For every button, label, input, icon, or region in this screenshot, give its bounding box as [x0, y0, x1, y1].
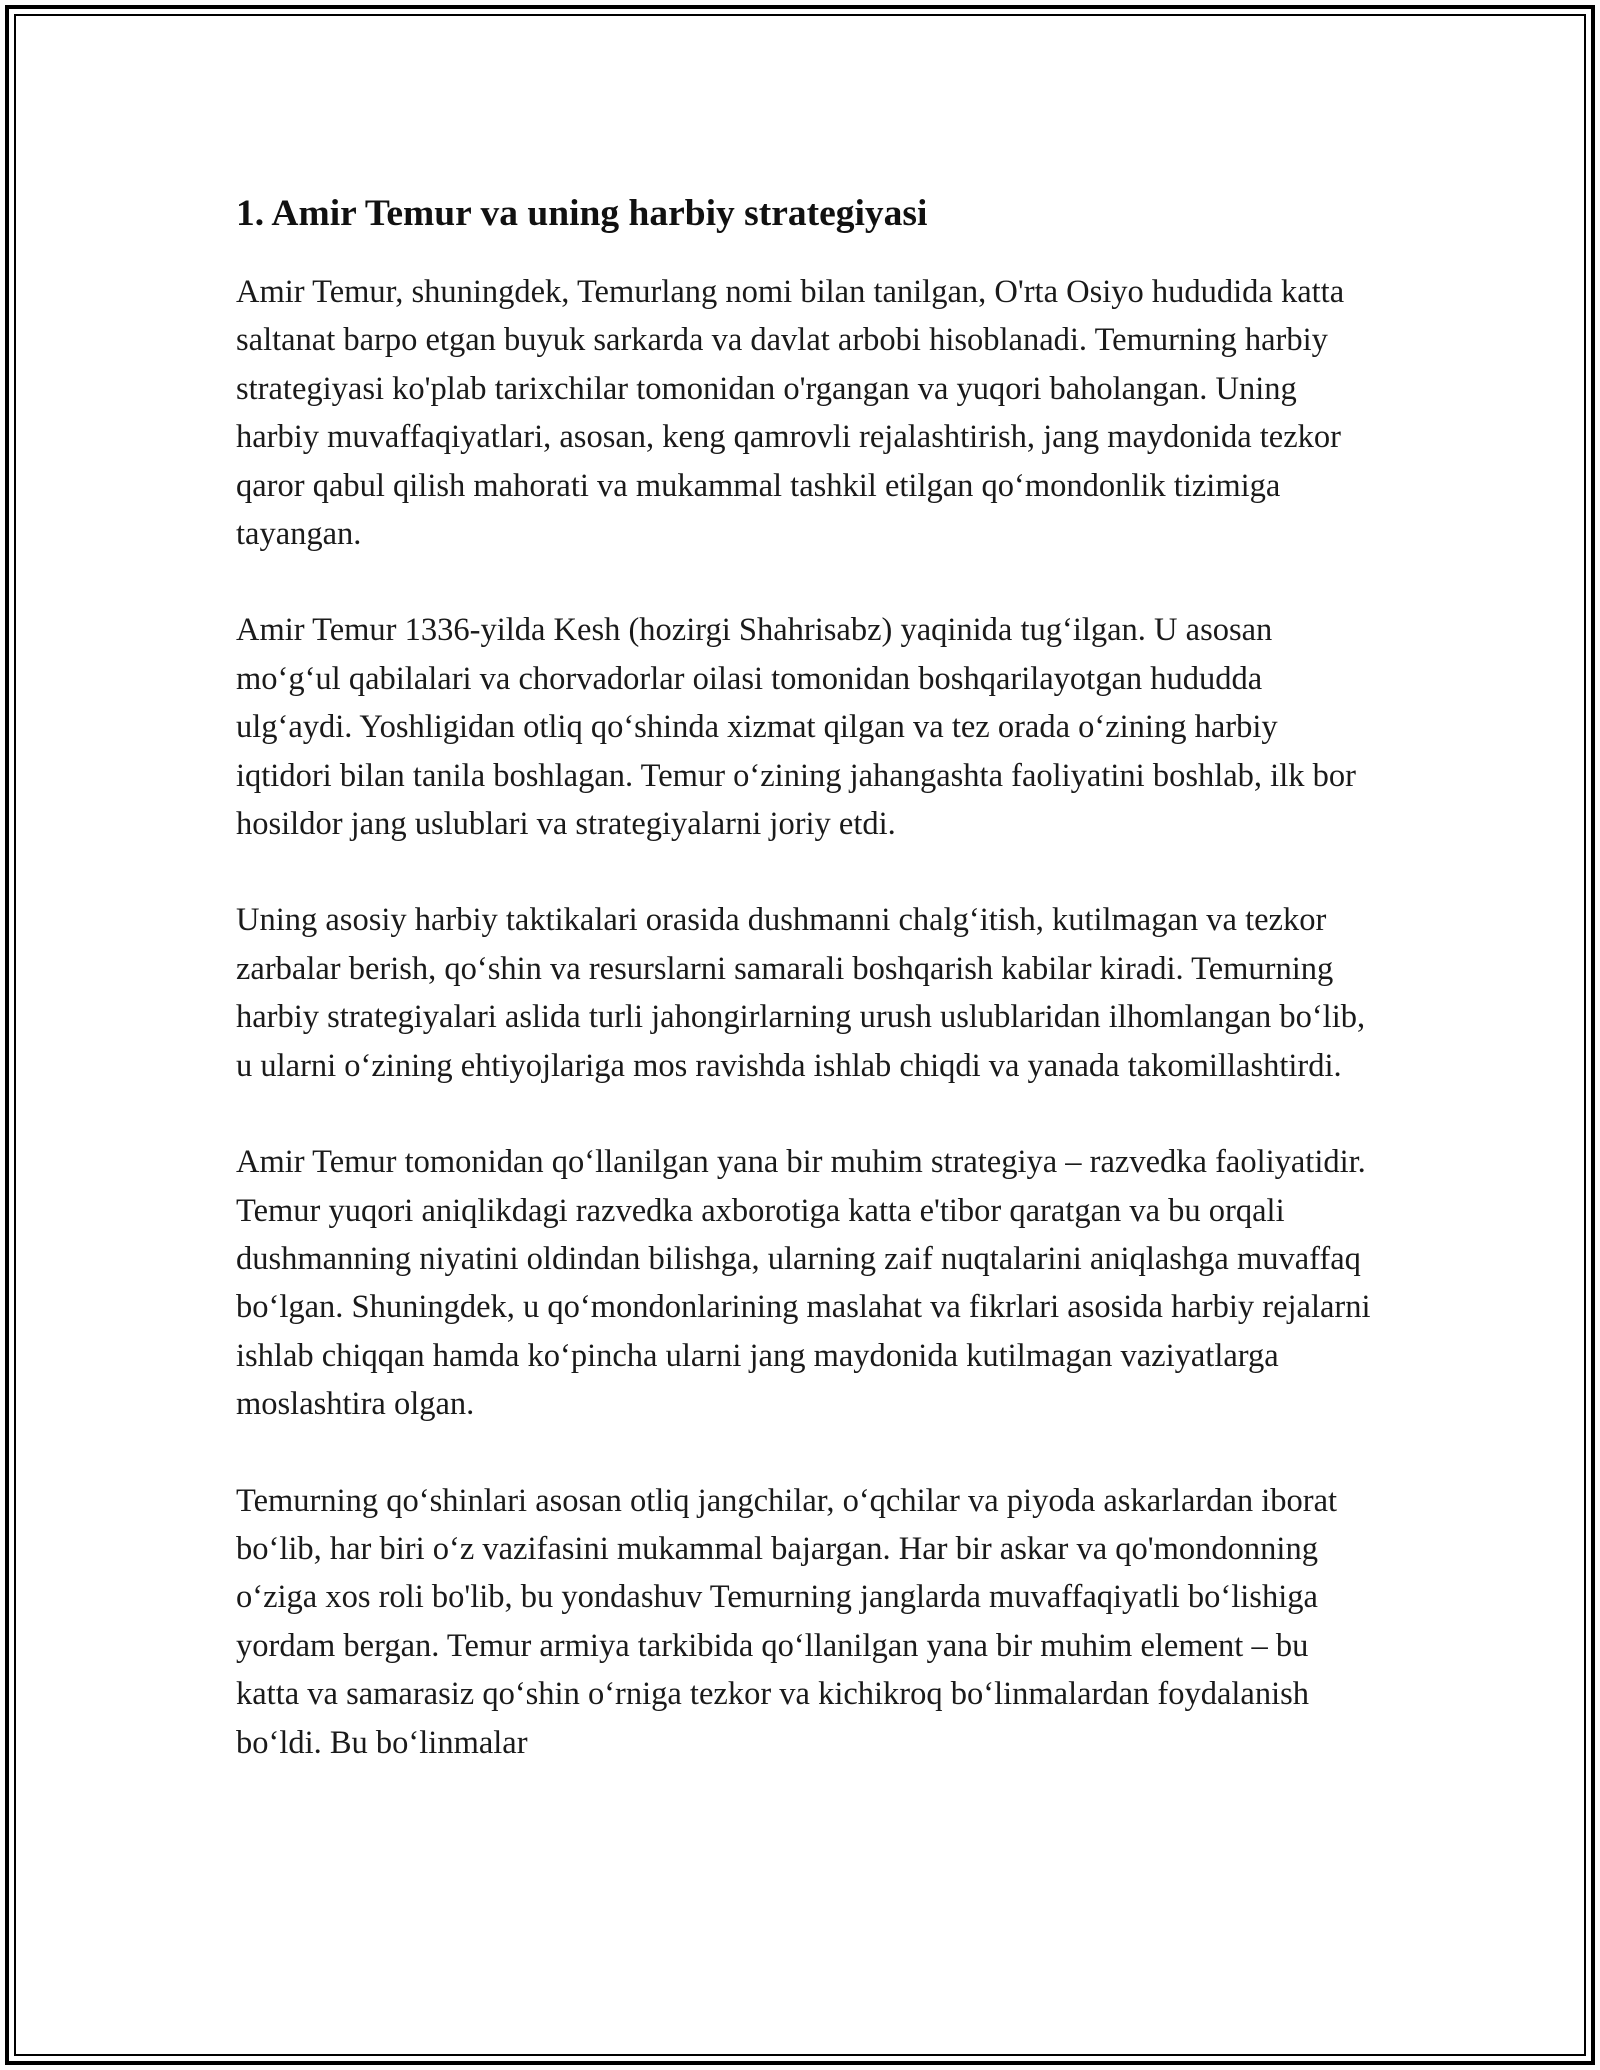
paragraph-intelligence: Amir Temur tomonidan qo‘llanilgan yana bir muhim strategiya – razvedka faoliyatidir. Temur yuqori aniqlikdagi razvedka axborotiga katta e'tibor qaratgan va bu orqali dushmanning niyatini oldindan bilishga, ularning zaif nuqtalarini aniqlashga muvaffaq bo‘lgan. Shuningdek, u qo‘mondonlarining maslahat va fikrlari asosida harbiy rejalarni ishlab chiqqan hamda ko‘pincha ularni jang maydonida kutilmagan vaziyatlarga moslashtira olgan.: [236, 1144, 1371, 1423]
paragraph-early-life: Amir Temur 1336-yilda Kesh (hozirgi Shahrisabz) yaqinida tug‘ilgan. U asosan mo‘g‘ul qabilalari va chorvadorlar oilasi tomonidan boshqarilayotgan hududda ulg‘aydi. Yoshligidan otliq qo‘shinda xizmat qilgan va tez orada o‘zining harbiy iqtidori bilan tanila boshlagan. Temur o‘zining jahangashta faoliyatini boshlab, ilk bor hosildor jang uslublari va strategiyalarni joriy etdi.: [236, 612, 1356, 843]
paragraph-tactics: Uning asosiy harbiy taktikalari orasida dushmanni chalg‘itish, kutilmagan va tezkor zarbalar berish, qo‘shin va resurslarni samarali boshqarish kabilar kiradi. Temurning harbiy strategiyalari aslida turli jahongirlarning urush uslublaridan ilhomlangan bo‘lib, u ularni o‘zining ehtiyojlariga mos ravishda ishlab chiqdi va yanada takomillashtirdi.: [236, 902, 1366, 1084]
paragraph-intro: Amir Temur, shuningdek, Temurlang nomi bilan tanilgan, O'rta Osiyo hududida katta saltanat barpo etgan buyuk sarkarda va davlat arbobi hisoblanadi. Temurning harbiy strategiyasi ko'plab tarixchilar tomonidan o'rgangan va yuqori baholangan. Uning harbiy muvaffaqiyatlari, asosan, keng qamrovli rejalashtirish, jang maydonida tezkor qaror qabul qilish mahorati va mukammal tashkil etilgan qo‘mondonlik tizimiga tayangan.: [236, 274, 1345, 553]
section-heading: 1. Amir Temur va uning harbiy strategiyasi: [236, 193, 928, 234]
document-body: [236, 186, 1376, 1767]
paragraph-army-composition: Temurning qo‘shinlari asosan otliq jangchilar, o‘qchilar va piyoda askarlardan iborat bo‘lib, har biri o‘z vazifasini mukammal bajargan. Har bir askar va qo'mondonning o‘ziga xos roli bo'lib, bu yondashuv Temurning janglarda muvaffaqiyatli bo‘lishiga yordam bergan. Temur armiya tarkibida qo‘llanilgan yana bir muhim element – bu katta va samarasiz qo‘shin o‘rniga tezkor va kichikroq bo‘linmalardan foydalanish bo‘ldi. Bu bo‘linmalar: [236, 1482, 1338, 1761]
